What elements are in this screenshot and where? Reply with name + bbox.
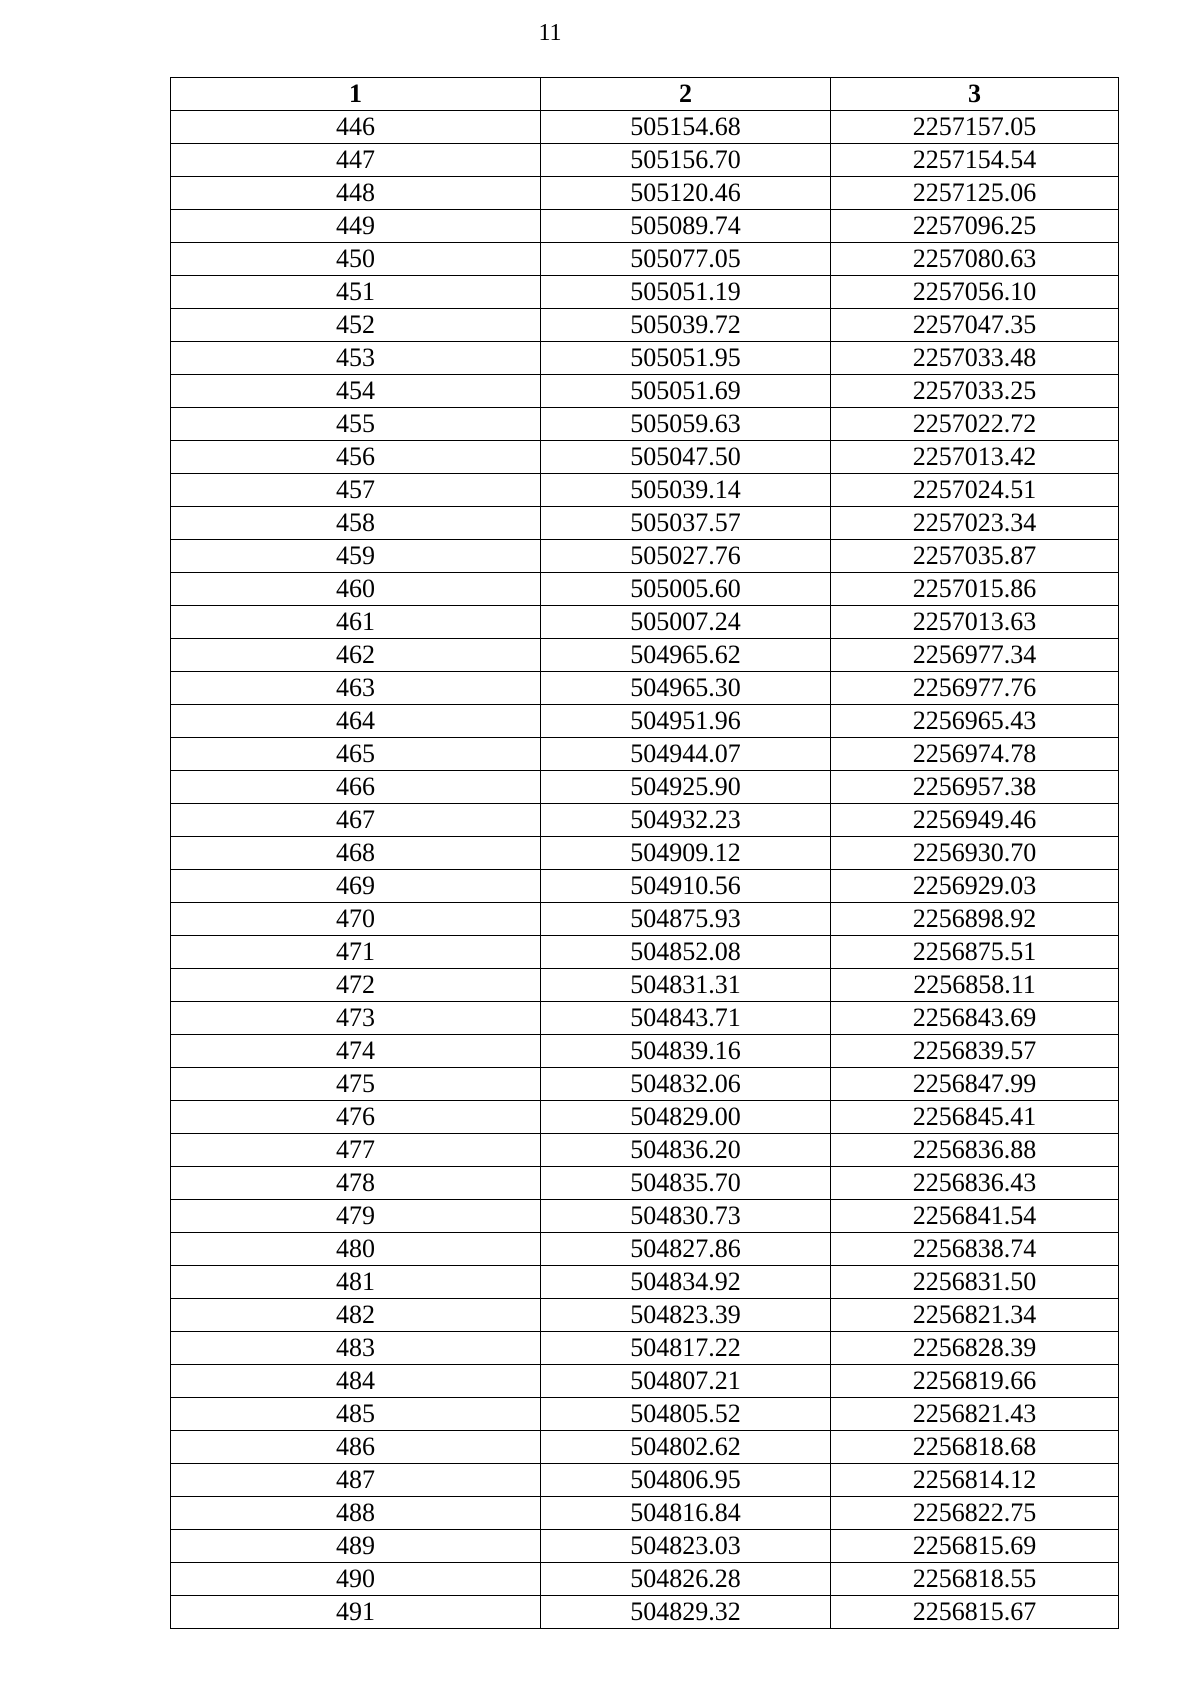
table-row [171,1266,1119,1299]
table-row [171,1365,1119,1398]
table-row [171,870,1119,903]
table-row [171,309,1119,342]
point-number-cell: 461 [171,606,541,639]
x-coordinate-cell: 505027.76 [541,540,831,573]
x-coordinate-cell: 505039.72 [541,309,831,342]
y-coordinate-cell: 2256974.78 [831,738,1119,771]
point-number-cell: 450 [171,243,541,276]
table-row [171,1563,1119,1596]
y-coordinate-cell: 2256831.50 [831,1266,1119,1299]
table-row [171,1332,1119,1365]
point-number-cell: 487 [171,1464,541,1497]
y-coordinate-cell: 2256822.75 [831,1497,1119,1530]
x-coordinate-cell: 505156.70 [541,144,831,177]
table-header [171,78,1119,111]
point-number-cell: 459 [171,540,541,573]
x-coordinate-cell: 505059.63 [541,408,831,441]
point-number-cell: 468 [171,837,541,870]
table-row [171,1134,1119,1167]
point-number-cell: 453 [171,342,541,375]
y-coordinate-cell: 2256821.34 [831,1299,1119,1332]
point-number-cell: 485 [171,1398,541,1431]
x-coordinate-cell: 505120.46 [541,177,831,210]
y-coordinate-cell: 2256977.34 [831,639,1119,672]
y-coordinate-cell: 2256965.43 [831,705,1119,738]
y-coordinate-cell: 2256814.12 [831,1464,1119,1497]
point-number-cell: 465 [171,738,541,771]
y-coordinate-cell: 2256977.76 [831,672,1119,705]
table-row [171,441,1119,474]
table-row [171,969,1119,1002]
y-coordinate-cell: 2256841.54 [831,1200,1119,1233]
page-number: 11 [538,20,562,46]
x-coordinate-cell: 504944.07 [541,738,831,771]
point-number-cell: 484 [171,1365,541,1398]
table-row [171,540,1119,573]
table-row [171,507,1119,540]
column-header-1: 1 [171,78,541,111]
y-coordinate-cell: 2256930.70 [831,837,1119,870]
table-row [171,1233,1119,1266]
table-row [171,573,1119,606]
y-coordinate-cell: 2256929.03 [831,870,1119,903]
point-number-cell: 455 [171,408,541,441]
table-row [171,474,1119,507]
y-coordinate-cell: 2257033.25 [831,375,1119,408]
y-coordinate-cell: 2257024.51 [831,474,1119,507]
table-row [171,606,1119,639]
x-coordinate-cell: 504843.71 [541,1002,831,1035]
point-number-cell: 491 [171,1596,541,1629]
x-coordinate-cell: 504823.03 [541,1530,831,1563]
y-coordinate-cell: 2256847.99 [831,1068,1119,1101]
x-coordinate-cell: 504826.28 [541,1563,831,1596]
x-coordinate-cell: 504852.08 [541,936,831,969]
x-coordinate-cell: 505154.68 [541,111,831,144]
x-coordinate-cell: 505047.50 [541,441,831,474]
y-coordinate-cell: 2257013.63 [831,606,1119,639]
x-coordinate-cell: 504802.62 [541,1431,831,1464]
x-coordinate-cell: 504831.31 [541,969,831,1002]
table-row [171,936,1119,969]
x-coordinate-cell: 504965.30 [541,672,831,705]
point-number-cell: 488 [171,1497,541,1530]
y-coordinate-cell: 2257125.06 [831,177,1119,210]
point-number-cell: 473 [171,1002,541,1035]
x-coordinate-cell: 504910.56 [541,870,831,903]
y-coordinate-cell: 2256858.11 [831,969,1119,1002]
table-row [171,837,1119,870]
table-row [171,1299,1119,1332]
table-row [171,177,1119,210]
y-coordinate-cell: 2257047.35 [831,309,1119,342]
point-number-cell: 479 [171,1200,541,1233]
point-number-cell: 482 [171,1299,541,1332]
x-coordinate-cell: 504839.16 [541,1035,831,1068]
x-coordinate-cell: 505039.14 [541,474,831,507]
x-coordinate-cell: 504925.90 [541,771,831,804]
y-coordinate-cell: 2256839.57 [831,1035,1119,1068]
coordinates-table [170,77,1119,1629]
point-number-cell: 480 [171,1233,541,1266]
point-number-cell: 490 [171,1563,541,1596]
table-row [171,1068,1119,1101]
x-coordinate-cell: 504965.62 [541,639,831,672]
table-row [171,1596,1119,1629]
x-coordinate-cell: 504909.12 [541,837,831,870]
x-coordinate-cell: 505077.05 [541,243,831,276]
point-number-cell: 466 [171,771,541,804]
x-coordinate-cell: 504932.23 [541,804,831,837]
table-row [171,903,1119,936]
table-row [171,1398,1119,1431]
x-coordinate-cell: 504823.39 [541,1299,831,1332]
header-row [171,78,1119,111]
point-number-cell: 448 [171,177,541,210]
point-number-cell: 477 [171,1134,541,1167]
x-coordinate-cell: 504836.20 [541,1134,831,1167]
y-coordinate-cell: 2257015.86 [831,573,1119,606]
point-number-cell: 456 [171,441,541,474]
point-number-cell: 470 [171,903,541,936]
column-header-2: 2 [541,78,831,111]
point-number-cell: 475 [171,1068,541,1101]
y-coordinate-cell: 2256949.46 [831,804,1119,837]
table-row [171,1101,1119,1134]
point-number-cell: 458 [171,507,541,540]
point-number-cell: 464 [171,705,541,738]
x-coordinate-cell: 504816.84 [541,1497,831,1530]
x-coordinate-cell: 504805.52 [541,1398,831,1431]
point-number-cell: 486 [171,1431,541,1464]
point-number-cell: 457 [171,474,541,507]
x-coordinate-cell: 504806.95 [541,1464,831,1497]
y-coordinate-cell: 2256828.39 [831,1332,1119,1365]
y-coordinate-cell: 2257013.42 [831,441,1119,474]
table-row [171,144,1119,177]
table-row [171,1200,1119,1233]
table-row [171,375,1119,408]
table-row [171,672,1119,705]
y-coordinate-cell: 2256818.68 [831,1431,1119,1464]
x-coordinate-cell: 504832.06 [541,1068,831,1101]
x-coordinate-cell: 505037.57 [541,507,831,540]
point-number-cell: 483 [171,1332,541,1365]
x-coordinate-cell: 504875.93 [541,903,831,936]
y-coordinate-cell: 2256819.66 [831,1365,1119,1398]
y-coordinate-cell: 2257023.34 [831,507,1119,540]
point-number-cell: 462 [171,639,541,672]
y-coordinate-cell: 2256815.67 [831,1596,1119,1629]
point-number-cell: 472 [171,969,541,1002]
point-number-cell: 447 [171,144,541,177]
y-coordinate-cell: 2256875.51 [831,936,1119,969]
y-coordinate-cell: 2257157.05 [831,111,1119,144]
point-number-cell: 474 [171,1035,541,1068]
x-coordinate-cell: 504827.86 [541,1233,831,1266]
table-row [171,639,1119,672]
table-row [171,1002,1119,1035]
y-coordinate-cell: 2256957.38 [831,771,1119,804]
point-number-cell: 476 [171,1101,541,1134]
table-row [171,243,1119,276]
y-coordinate-cell: 2256838.74 [831,1233,1119,1266]
y-coordinate-cell: 2256845.41 [831,1101,1119,1134]
x-coordinate-cell: 504817.22 [541,1332,831,1365]
y-coordinate-cell: 2256821.43 [831,1398,1119,1431]
y-coordinate-cell: 2256818.55 [831,1563,1119,1596]
x-coordinate-cell: 505089.74 [541,210,831,243]
y-coordinate-cell: 2257035.87 [831,540,1119,573]
y-coordinate-cell: 2256815.69 [831,1530,1119,1563]
table-row [171,111,1119,144]
y-coordinate-cell: 2256898.92 [831,903,1119,936]
y-coordinate-cell: 2256836.88 [831,1134,1119,1167]
y-coordinate-cell: 2256843.69 [831,1002,1119,1035]
point-number-cell: 478 [171,1167,541,1200]
y-coordinate-cell: 2256836.43 [831,1167,1119,1200]
x-coordinate-cell: 504834.92 [541,1266,831,1299]
point-number-cell: 471 [171,936,541,969]
table-row [171,771,1119,804]
table-row [171,804,1119,837]
x-coordinate-cell: 504830.73 [541,1200,831,1233]
x-coordinate-cell: 505051.19 [541,276,831,309]
table-row [171,738,1119,771]
x-coordinate-cell: 505007.24 [541,606,831,639]
table-row [171,1167,1119,1200]
table-row [171,1431,1119,1464]
x-coordinate-cell: 504829.32 [541,1596,831,1629]
point-number-cell: 469 [171,870,541,903]
y-coordinate-cell: 2257056.10 [831,276,1119,309]
table-body [171,111,1119,1629]
point-number-cell: 451 [171,276,541,309]
y-coordinate-cell: 2257033.48 [831,342,1119,375]
table-row [171,1035,1119,1068]
x-coordinate-cell: 504807.21 [541,1365,831,1398]
x-coordinate-cell: 504951.96 [541,705,831,738]
table-row [171,210,1119,243]
table-row [171,342,1119,375]
y-coordinate-cell: 2257080.63 [831,243,1119,276]
point-number-cell: 452 [171,309,541,342]
point-number-cell: 446 [171,111,541,144]
table-row [171,1530,1119,1563]
y-coordinate-cell: 2257096.25 [831,210,1119,243]
x-coordinate-cell: 504835.70 [541,1167,831,1200]
y-coordinate-cell: 2257022.72 [831,408,1119,441]
table-row [171,408,1119,441]
x-coordinate-cell: 505051.69 [541,375,831,408]
column-header-3: 3 [831,78,1119,111]
table-row [171,276,1119,309]
point-number-cell: 454 [171,375,541,408]
point-number-cell: 460 [171,573,541,606]
y-coordinate-cell: 2257154.54 [831,144,1119,177]
x-coordinate-cell: 505005.60 [541,573,831,606]
x-coordinate-cell: 504829.00 [541,1101,831,1134]
table-row [171,1464,1119,1497]
point-number-cell: 489 [171,1530,541,1563]
x-coordinate-cell: 505051.95 [541,342,831,375]
point-number-cell: 449 [171,210,541,243]
table-row [171,705,1119,738]
point-number-cell: 463 [171,672,541,705]
point-number-cell: 481 [171,1266,541,1299]
point-number-cell: 467 [171,804,541,837]
table-row [171,1497,1119,1530]
